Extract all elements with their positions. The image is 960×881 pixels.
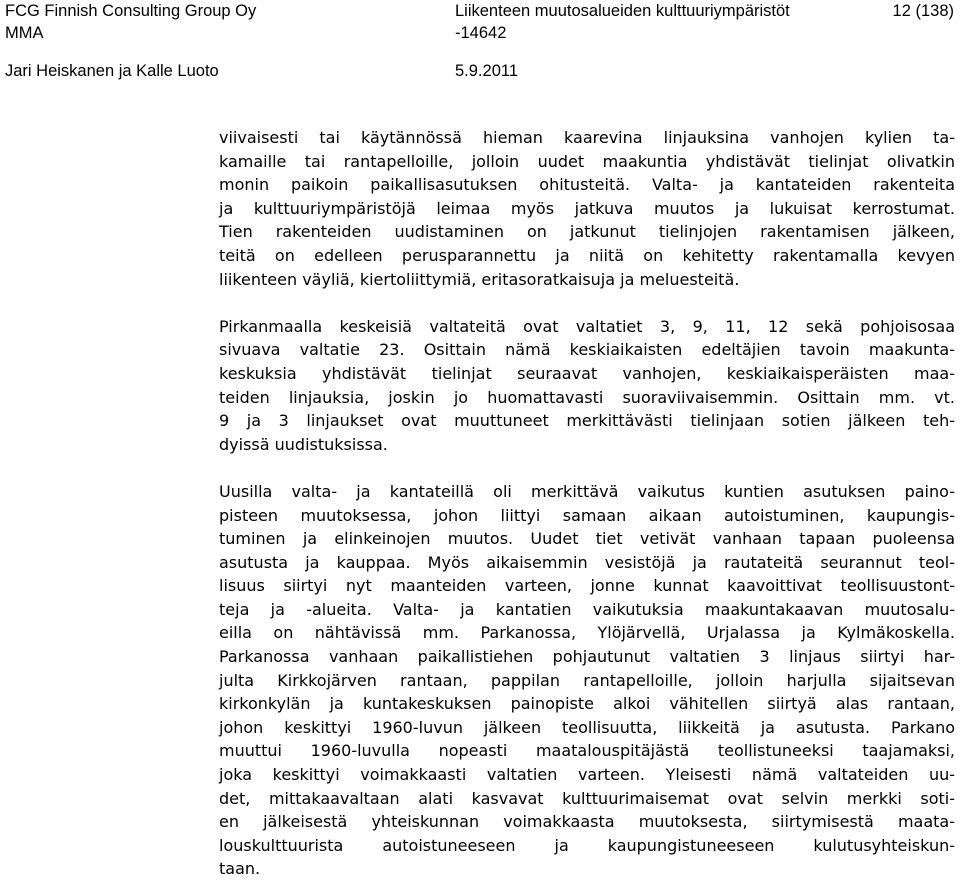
text-line: ja kulttuuriympäristöjä leimaa myös jatkuva muutos ja lukuisat kerrostumat.: [219, 198, 955, 218]
organization-line-2: MMA: [5, 24, 44, 42]
paragraph-1: [219, 126, 955, 291]
text-line: eilla on nähtävissä mm. Parkanossa, Ylöjärvellä, Urjalassa ja Kylmäkoskella.: [219, 623, 955, 643]
text-line: Uusilla valta- ja kantateillä oli merkittävä vaikutus kuntien asutuksen paino-: [219, 481, 955, 501]
report-title-line-1: Liikenteen muutosalueiden kulttuuriympäristöt: [455, 2, 790, 20]
text-line: liikenteen väyliä, kiertoliittymiä, eritasoratkaisuja ja meluesteitä.: [219, 269, 740, 289]
text-line: tuminen ja elinkeinojen muutos. Uudet tiet vetivät vanhaan tapaan puoleensa: [219, 529, 955, 549]
text-line: viivaisesti tai käytännössä hieman kaarevina linjauksina vanhojen kylien ta-: [219, 128, 955, 147]
organization-name: [5, 0, 256, 44]
text-line: Pirkanmaalla keskeisiä valtateitä ovat valtatiet 3, 9, 11, 12 sekä pohjoisosaa: [219, 316, 955, 336]
report-title: [455, 0, 790, 44]
text-line: kamaille tai rantapelloille, jolloin uudet maakuntia yhdistävät tielinjat olivatkin: [219, 151, 955, 171]
text-line: johon keskittyi 1960-luvun jälkeen teollisuutta, liikkeitä ja asutusta. Parkano: [219, 717, 955, 737]
text-line: monin paikoin paikallisasutuksen ohitusteitä. Valta- ja kantateiden rakenteita: [219, 175, 955, 195]
text-line: kirkonkylän ja kuntakeskuksen painopiste alkoi vähitellen siirtyä alas rantaan,: [219, 694, 955, 714]
text-line: julta Kirkkojärven rantaan, pappilan rantapelloille, jolloin harjulla sijaitsevan: [219, 670, 955, 690]
text-line: asutusta ja kauppaa. Myös aikaisemmin vesistöjä ja rautateitä seurannut teol-: [219, 552, 955, 572]
paragraph-3: [219, 480, 955, 881]
report-title-line-2: -14642: [455, 24, 507, 42]
text-line: louskulttuurista autoistuneeseen ja kaupungistuneeseen kulutusyhteiskun-: [219, 835, 955, 855]
paragraph-spacer: [219, 456, 955, 480]
text-line: teja ja -alueita. Valta- ja kantatien vaikutuksia maakuntakaavan muutosalu-: [219, 599, 955, 619]
report-date: 5.9.2011: [455, 62, 519, 80]
text-line: pisteen muutoksessa, johon liittyi samaan aikaan autoistuminen, kaupungis-: [219, 505, 955, 525]
text-line: Parkanossa vanhaan paikallistiehen pohjautunut valtatien 3 linjaus siirtyi har-: [219, 647, 955, 667]
page-number: 12 (138): [892, 2, 954, 20]
text-line: joka keskittyi voimakkaasti valtatien varteen. Yleisesti nämä valtateiden uu-: [219, 765, 955, 785]
text-line: sivuava valtatie 23. Osittain nämä keskiaikaisten edeltäjien tavoin maakunta-: [219, 340, 955, 360]
document-body: [219, 126, 955, 881]
text-line: taan.: [219, 859, 261, 879]
text-line: dyissä uudistuksissa.: [219, 434, 388, 454]
text-line: muuttui 1960-luvulla nopeasti maatalouspitäjästä teollistuneeksi taajamaksi,: [219, 741, 955, 761]
text-line: lisuus siirtyi nyt maanteiden varteen, jonne kunnat kaavoittivat teollisuustont-: [219, 576, 955, 596]
text-line: teitä on edelleen perusparannettu ja niitä on kehitetty rakentamalla kevyen: [219, 245, 955, 265]
text-line: keskuksia yhdistävät tielinjat seuraavat vanhojen, keskiaikaisperäisten maa-: [219, 363, 955, 383]
text-line: Tien rakenteiden uudistaminen on jatkunut tielinjojen rakentamisen jälkeen,: [219, 222, 955, 242]
text-line: det, mittakaavaltaan alati kasvavat kulttuurimaisemat ovat selvin merkki soti-: [219, 788, 955, 808]
organization-line-1: FCG Finnish Consulting Group Oy: [5, 2, 257, 20]
paragraph-spacer: [219, 291, 955, 315]
paragraph-2: [219, 315, 955, 457]
text-line: en jälkeisestä yhteiskunnan voimakkaasta muutoksesta, siirtymisestä maata-: [219, 812, 955, 832]
text-line: 9 ja 3 linjaukset ovat muuttuneet merkittävästi tielinjaan sotien jälkeen teh-: [219, 411, 955, 431]
text-line: teiden linjauksia, joskin jo huomattavasti suoraviivaisemmin. Osittain mm. vt.: [219, 387, 955, 407]
authors: Jari Heiskanen ja Kalle Luoto: [5, 62, 219, 80]
page-header: [0, 0, 960, 80]
